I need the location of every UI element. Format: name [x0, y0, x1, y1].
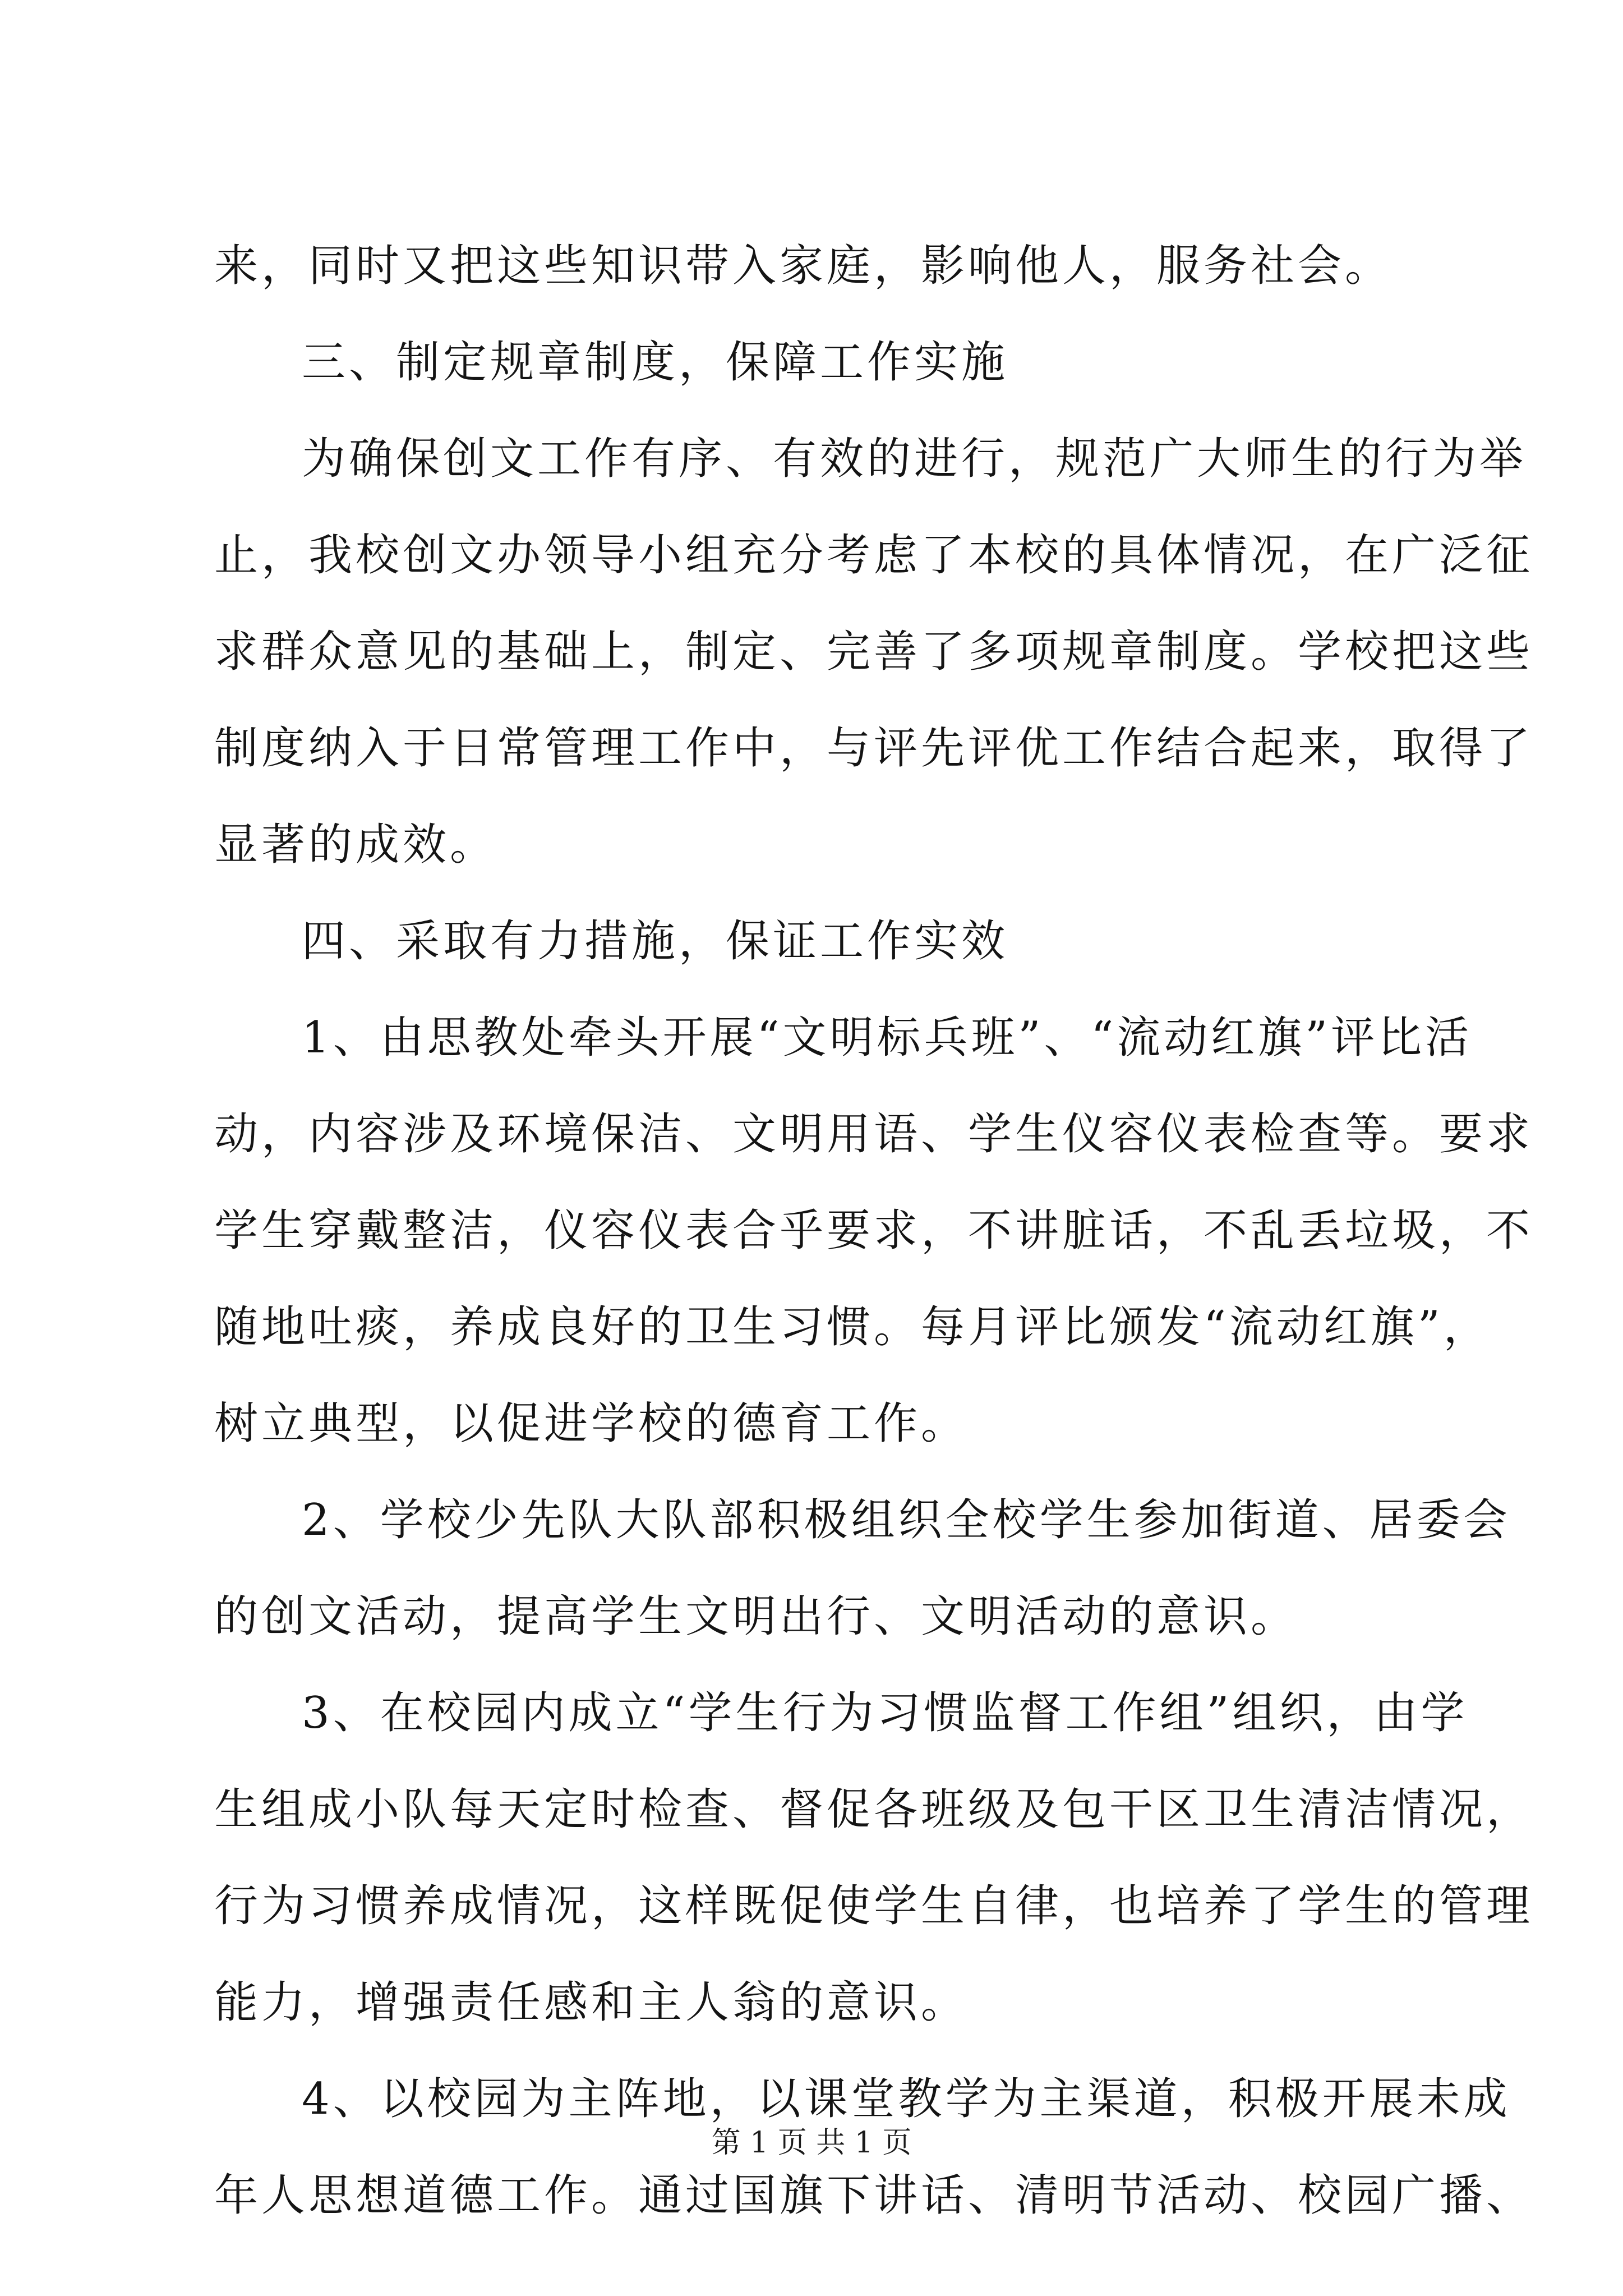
section-heading: 四、采取有力措施，保证工作实效	[302, 916, 1009, 967]
body-line: 制度纳入于日常管理工作中，与评先评优工作结合起来，取得了	[214, 723, 1534, 774]
body-line: 来，同时又把这些知识带入家庭，影响他人，服务社会。	[214, 241, 1393, 291]
body-line: 生组成小队每天定时检查、督促各班级及包干区卫生清洁情况，	[214, 1784, 1534, 1835]
body-line: 为确保创文工作有序、有效的进行，规范广大师生的行为举	[302, 434, 1527, 484]
body-line: 2、学校少先队大队部积极组织全校学生参加街道、居委会	[302, 1495, 1511, 1545]
body-line: 能力，增强责任感和主人翁的意识。	[214, 1977, 969, 2028]
body-line: 学生穿戴整洁，仪容仪表合乎要求，不讲脏话，不乱丢垃圾，不	[214, 1205, 1534, 1256]
section-heading: 三、制定规章制度，保障工作实施	[302, 337, 1009, 388]
body-line: 树立典型，以促进学校的德育工作。	[214, 1398, 969, 1449]
body-line: 动，内容涉及环境保洁、文明用语、学生仪容仪表检查等。要求	[214, 1109, 1534, 1159]
body-line: 求群众意见的基础上，制定、完善了多项规章制度。学校把这些	[214, 627, 1534, 677]
body-line: 的创文活动，提高学生文明出行、文明活动的意识。	[214, 1591, 1298, 1642]
body-line: 年人思想道德工作。通过国旗下讲话、清明节活动、校园广播、	[214, 2170, 1534, 2221]
body-line: 行为习惯养成情况，这样既促使学生自律，也培养了学生的管理	[214, 1881, 1534, 1931]
page-number-footer: 第 1 页 共 1 页	[711, 2126, 912, 2160]
body-line: 止，我校创文办领导小组充分考虑了本校的具体情况，在广泛征	[214, 530, 1534, 581]
body-line: 显著的成效。	[214, 820, 497, 870]
body-line: 3、在校园内成立“学生行为习惯监督工作组”组织，由学	[302, 1688, 1468, 1738]
document-body	[214, 218, 1534, 2244]
body-line: 4、以校园为主阵地，以课堂教学为主渠道，积极开展未成	[302, 2074, 1511, 2124]
body-line: 1、由思教处牵头开展“文明标兵班”、“流动红旗”评比活	[302, 1013, 1473, 1063]
body-line: 随地吐痰，养成良好的卫生习惯。每月评比颁发“流动红旗”，	[214, 1302, 1491, 1352]
